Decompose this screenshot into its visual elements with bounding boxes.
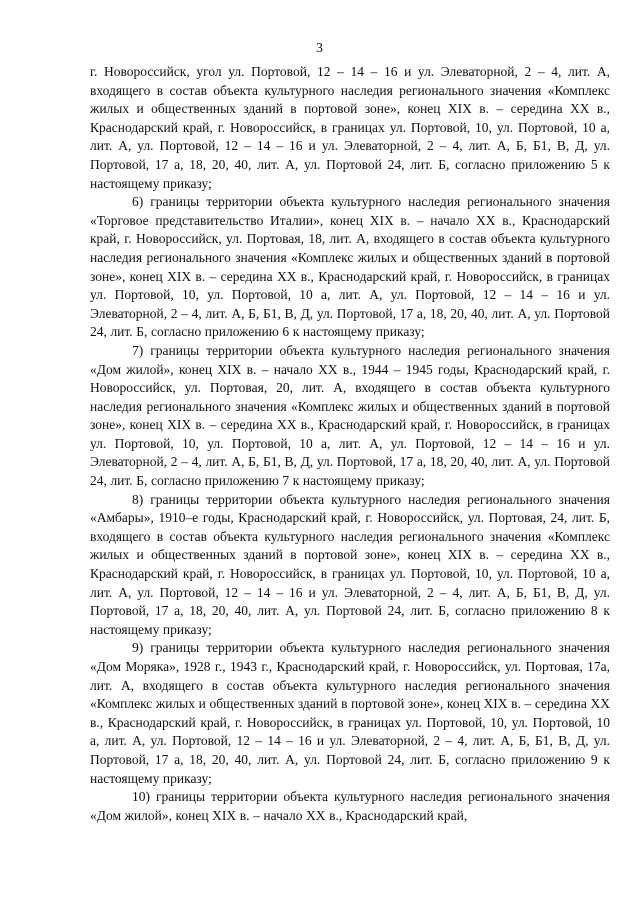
paragraph: г. Новороссийск, угол ул. Портовой, 12 – 14 – 16 и ул. Элеваторной, 2 – 4, лит. А, входящего в состав объекта культурного наследия регионального значения «Комплекс жилых и общественных зданий в портовой зоне», конец XIX в. – середина XX в., Краснодарский край, г. Новороссийск, в границах ул. Портовой, 10, ул. Портовой, 10 а, лит. А, ул. Портовой, 12 – 14 – 16 и ул. Элеваторной, 2 – 4, лит. А, Б, Б1, В, Д, ул. Портовой, 17 а, 18, 20, 40, лит. А, ул. Портовой 24, лит. Б, согласно приложению 5 к настоящему приказу; — [90, 64, 610, 191]
page-number: 3 — [316, 40, 323, 55]
paragraph: 9) границы территории объекта культурного наследия регионального значения «Дом Моряка», 1928 г., 1943 г., Краснодарский край, г. Новороссийск, ул. Портовая, 17а, лит. А, входящего в состав объекта культурного наследия регионального значения «Комплекс жилых и общественных зданий в портовой зоне», конец XIX в. – середина XX в., Краснодарский край, г. Новороссийск, в границах ул. Портовой, 10, ул. Портовой, 10 а, лит. А, ул. Портовой, 12 – 14 – 16 и ул. Элеваторной, 2 – 4, лит. А, Б, Б1, В, Д, ул. Портовой, 17 а, 18, 20, 40, лит. А, ул. Портовой 24, лит. Б, согласно приложению 9 к настоящему приказу; — [90, 640, 610, 786]
paragraph: 10) границы территории объекта культурного наследия регионального значения «Дом жилой», конец XIX в. – начало XX в., Краснодарский край, — [90, 789, 610, 823]
document-body — [90, 63, 610, 825]
paragraph: 6) границы территории объекта культурного наследия регионального значения «Торговое представительство Италии», конец XIX в. – начало XX в., Краснодарский край, г. Новороссийск, ул. Портовая, 18, лит. А, входящего в состав объекта культурного наследия регионального значения «Комплекс жилых и общественных зданий в портовой зоне», конец XIX в. – середина XX в., Краснодарский край, г. Новороссийск, в границах ул. Портовой, 10, ул. Портовой, 10 а, лит. А, ул. Портовой, 12 – 14 – 16 и ул. Элеваторной, 2 – 4, лит. А, Б, Б1, В, Д, ул. Портовой, 17 а, 18, 20, 40, лит. А, ул. Портовой 24, лит. Б, согласно приложению 6 к настоящему приказу; — [90, 194, 610, 340]
paragraph: 7) границы территории объекта культурного наследия регионального значения «Дом жилой», конец XIX в. – начало XX в., 1944 – 1945 годы, Краснодарский край, г. Новороссийск, ул. Портовая, 20, лит. А, входящего в состав объекта культурного наследия регионального значения «Комплекс жилых и общественных зданий в портовой зоне», конец XIX в. – середина XX в., Краснодарский край, г. Новороссийск, в границах ул. Портовой, 10, ул. Портовой, 10 а, лит. А, ул. Портовой, 12 – 14 – 16 и ул. Элеваторной, 2 – 4, лит. А, Б, Б1, В, Д, ул. Портовой, 17 а, 18, 20, 40, лит. А, ул. Портовой 24, лит. Б, согласно приложению 7 к настоящему приказу; — [90, 342, 610, 489]
paragraph: 8) границы территории объекта культурного наследия регионального значения «Амбары», 1910–е годы, Краснодарский край, г. Новороссийск, ул. Портовая, 24, лит. Б, входящего в состав объекта культурного наследия регионального значения «Комплекс жилых и общественных зданий в портовой зоне», конец XIX в. – середина XX в., Краснодарский край, г. Новороссийск, в границах ул. Портовой, 10, ул. Портовой, 10 а, лит. А, ул. Портовой, 12 – 14 – 16 и ул. Элеваторной, 2 – 4, лит. А, Б, Б1, В, Д, ул. Портовой, 17 а, 18, 20, 40, лит. А, ул. Портовой 24, лит. Б, согласно приложению 8 к настоящему приказу; — [90, 491, 610, 637]
